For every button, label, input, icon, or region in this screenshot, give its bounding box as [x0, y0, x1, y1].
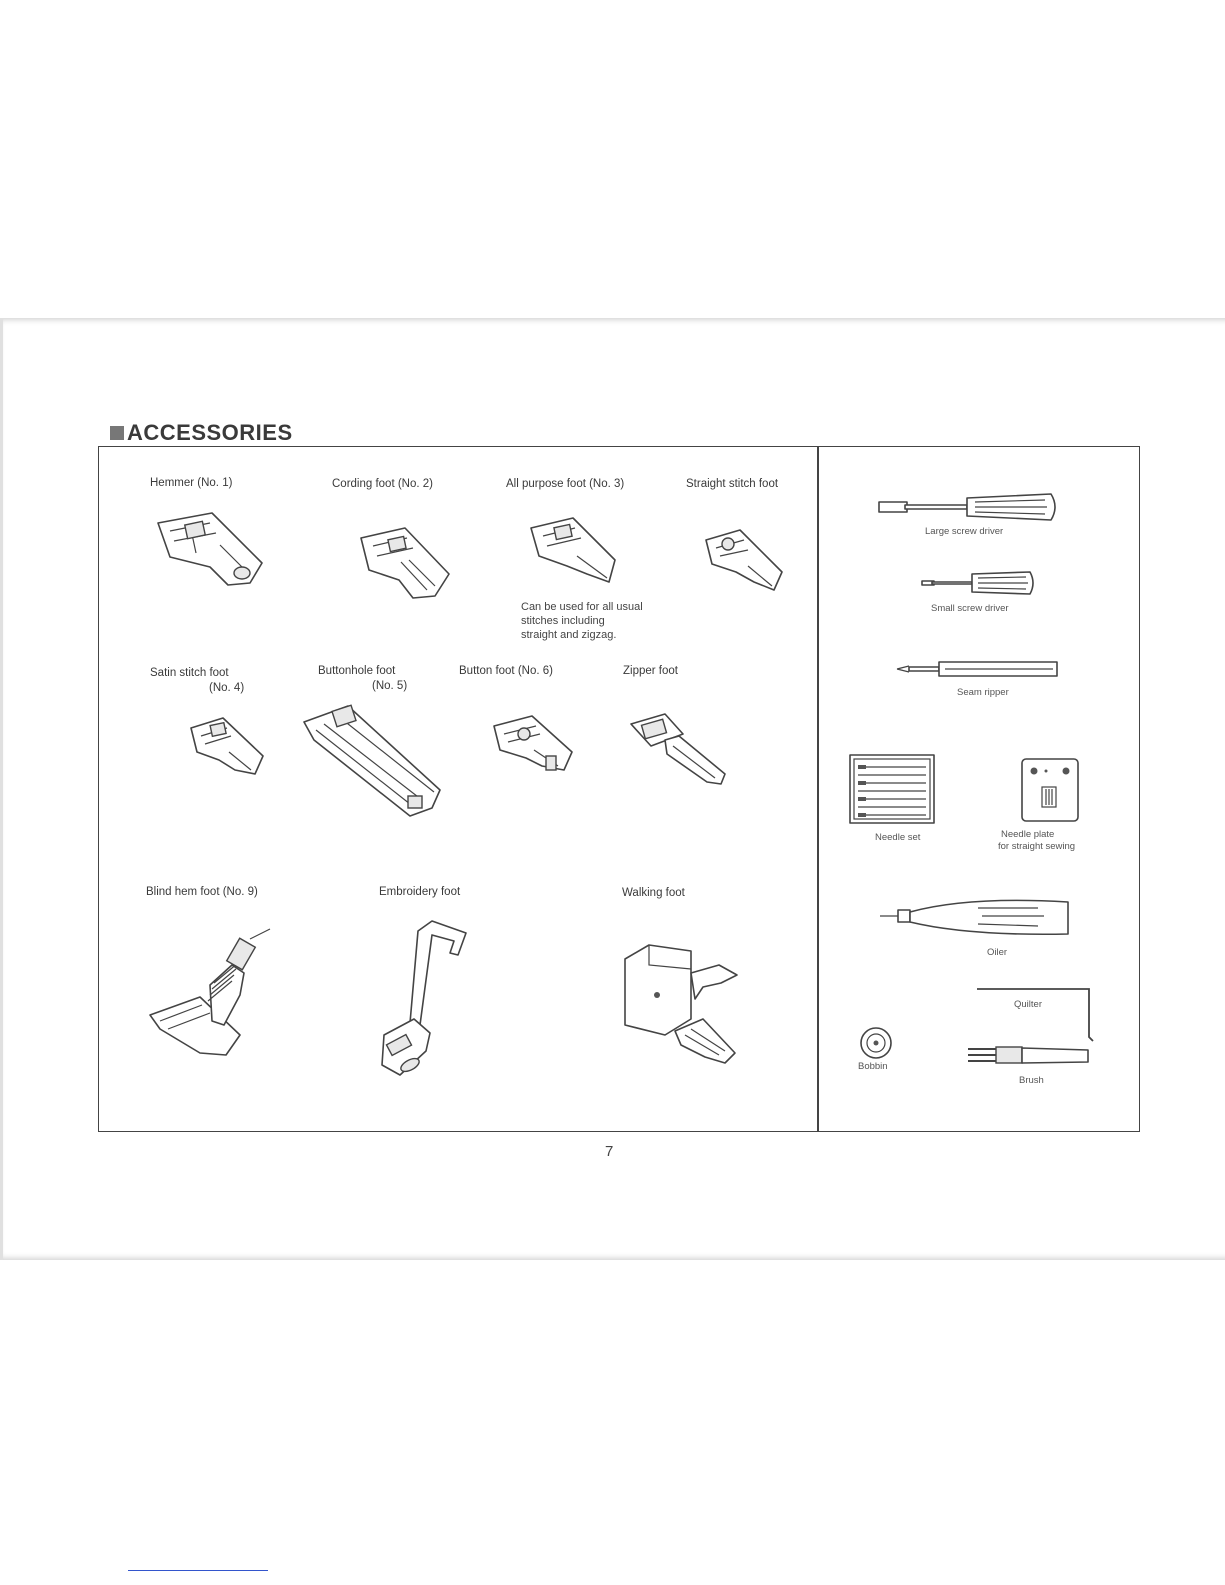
button-foot-label: Button foot (No. 6) [459, 665, 553, 677]
needle-plate-illustration [1020, 757, 1080, 823]
brush-label: Brush [1019, 1075, 1044, 1086]
quilter-illustration [975, 985, 1105, 1045]
embroidery-foot-illustration [370, 915, 490, 1095]
satin-stitch-foot-illustration [185, 712, 270, 782]
frame-divider [817, 446, 819, 1132]
cording-foot-illustration [355, 522, 455, 607]
needle-set-label: Needle set [875, 832, 921, 843]
brush-illustration [966, 1043, 1092, 1069]
small-screw-driver-illustration [920, 568, 1040, 598]
cording-foot-label: Cording foot (No. 2) [332, 478, 433, 490]
blind-hem-foot-label: Blind hem foot (No. 9) [146, 886, 258, 898]
satin-stitch-foot-number: (No. 4) [209, 682, 245, 694]
seam-ripper-label: Seam ripper [957, 687, 1009, 698]
hemmer-label: Hemmer (No. 1) [150, 477, 233, 489]
needle-set-illustration [848, 753, 936, 825]
buttonhole-foot-number: (No. 5) [372, 680, 408, 692]
hemmer-illustration [150, 505, 270, 590]
section-heading-text: ACCESSORIES [127, 420, 293, 445]
zipper-foot-label: Zipper foot [623, 665, 678, 677]
all-purpose-foot-label: All purpose foot (No. 3) [506, 478, 625, 490]
section-heading [110, 420, 293, 446]
bobbin-label: Bobbin [858, 1061, 888, 1072]
quilter-label: Quilter [1014, 999, 1042, 1010]
seam-ripper-illustration [895, 656, 1065, 682]
oiler-illustration [878, 896, 1078, 940]
square-bullet-icon [110, 426, 124, 440]
small-screw-driver-label: Small screw driver [931, 603, 1009, 614]
buttonhole-foot-label: Buttonhole foot [318, 665, 396, 677]
footer-link-underline[interactable] [128, 1570, 268, 1571]
walking-foot-illustration [615, 935, 755, 1075]
blind-hem-foot-illustration [140, 925, 290, 1065]
oiler-label: Oiler [987, 947, 1008, 958]
needle-plate-label: Needle plate [1001, 829, 1055, 840]
satin-stitch-foot-label: Satin stitch foot [150, 667, 229, 679]
large-screw-driver-label: Large screw driver [925, 526, 1004, 537]
page-number: 7 [605, 1143, 614, 1160]
buttonhole-foot-illustration [298, 700, 448, 820]
straight-stitch-foot-label: Straight stitch foot [686, 478, 779, 490]
walking-foot-label: Walking foot [622, 887, 685, 899]
all-purpose-foot-illustration [525, 512, 625, 592]
bobbin-illustration [858, 1025, 894, 1061]
button-foot-illustration [488, 710, 578, 780]
needle-plate-sublabel: for straight sewing [998, 841, 1076, 852]
embroidery-foot-label: Embroidery foot [379, 886, 461, 898]
all-purpose-foot-note: Can be used for all usual stitches including straight and zigzag. [521, 601, 643, 641]
straight-stitch-foot-illustration [700, 522, 790, 597]
zipper-foot-illustration [625, 710, 735, 790]
large-screw-driver-illustration [875, 488, 1065, 528]
